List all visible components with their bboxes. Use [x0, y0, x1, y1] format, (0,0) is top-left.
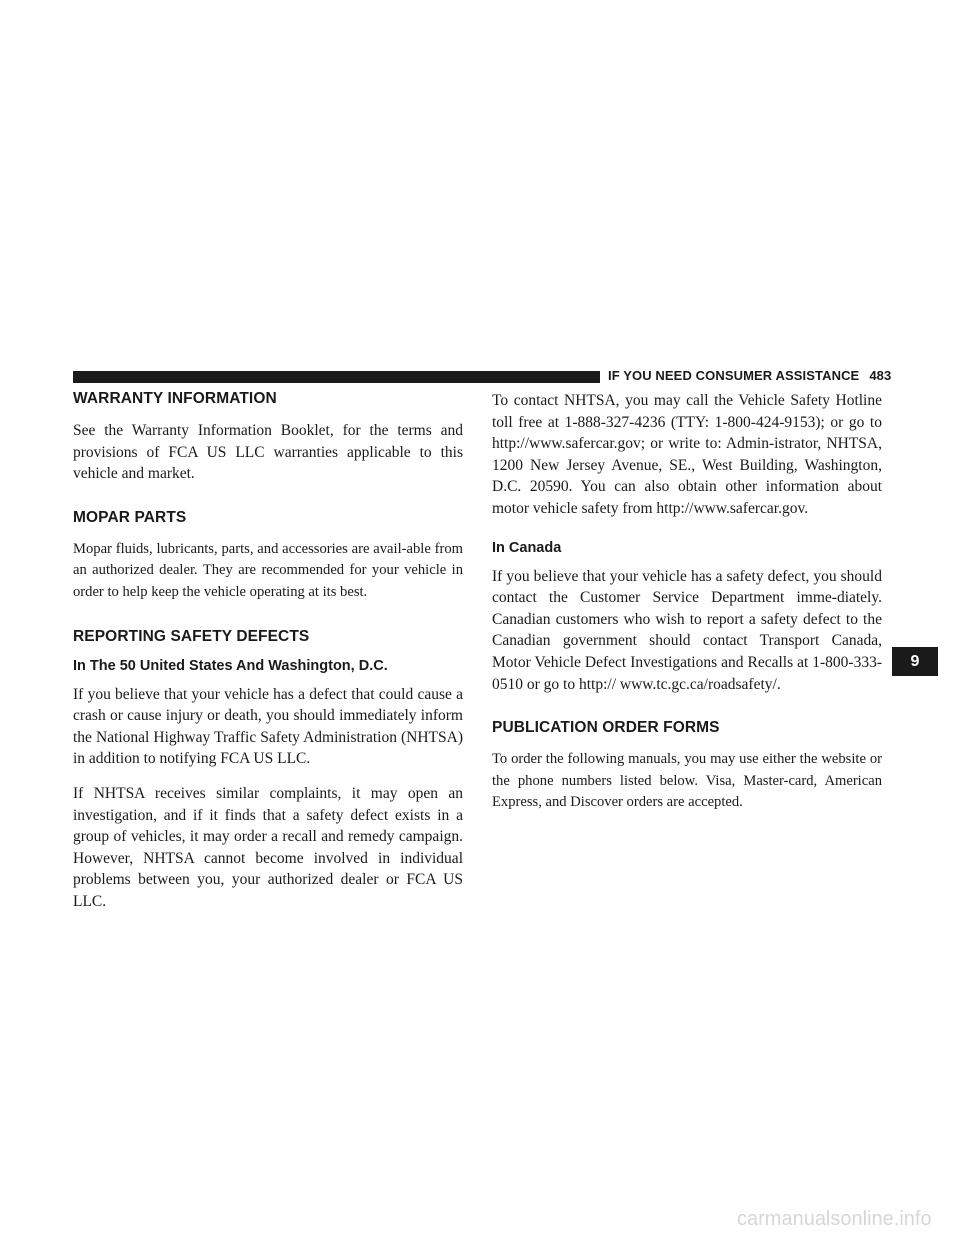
reporting-para-2: If NHTSA receives similar complaints, it may open an investigation, and if it finds that a safety defect exists in a group of vehicles, it may order a recall and remedy campaign. However, NHTSA cannot become involved in individual problems between you, your authorized dealer or FCA US LLC. — [73, 784, 463, 910]
mopar-heading: MOPAR PARTS — [73, 508, 187, 526]
chapter-tab: 9 — [892, 647, 938, 676]
publication-heading: PUBLICATION ORDER FORMS — [492, 719, 720, 737]
nhtsa-contact-body: To contact NHTSA, you may call the Vehicle Safety Hotline toll free at 1-888-327-4236 (TTY: 1-800-424-9153); or go to http://www.safercar.gov; or write to: Admin-istrator, NHTSA, 1200 New Jersey Avenue, SE., West Building, Washington, D.C. 20590. You can also obtain other information about motor vehicle safety from http://www.safercar.gov. — [492, 392, 882, 517]
watermark-text: carmanualsonline.info — [737, 1208, 932, 1230]
section-title: IF YOU NEED CONSUMER ASSISTANCE — [608, 368, 860, 383]
running-header — [608, 368, 891, 383]
header-rule — [73, 371, 600, 383]
warranty-heading: WARRANTY INFORMATION — [73, 390, 277, 407]
publication-body: To order the following manuals, you may use either the website or the phone numbers listed below. Visa, Master-card, American Express, and Discover orders are accepted. — [492, 751, 882, 811]
us-subheading: In The 50 United States And Washington, D.C. — [73, 657, 388, 674]
reporting-para-1: If you believe that your vehicle has a defect that could cause a crash or cause injury or death, you should immediately inform the National Highway Traffic Safety Administration (NHTSA) in addition to notifying FCA US LLC. — [73, 685, 463, 768]
canada-body: If you believe that your vehicle has a safety defect, you should contact the Customer Service Department imme-diately. Canadian customers who wish to report a safety defect to the Canadian government should contact Transport Canada, Motor Vehicle Defect Investigations and Recalls at 1-800-333-0510 or go to http:// www.tc.gc.ca/roadsafety/. — [492, 567, 882, 693]
reporting-heading: REPORTING SAFETY DEFECTS — [73, 627, 310, 645]
page-number: 483 — [869, 368, 892, 383]
warranty-body: See the Warranty Information Booklet, for the terms and provisions of FCA US LLC warranties applicable to this vehicle and market. — [73, 422, 463, 483]
left-column — [73, 390, 463, 913]
mopar-body: Mopar fluids, lubricants, parts, and accessories are avail-able from an authorized dealer. They are recommended for your vehicle in order to help keep the vehicle operating at its best. — [73, 540, 463, 600]
canada-subheading: In Canada — [492, 539, 562, 556]
right-column — [492, 390, 882, 814]
